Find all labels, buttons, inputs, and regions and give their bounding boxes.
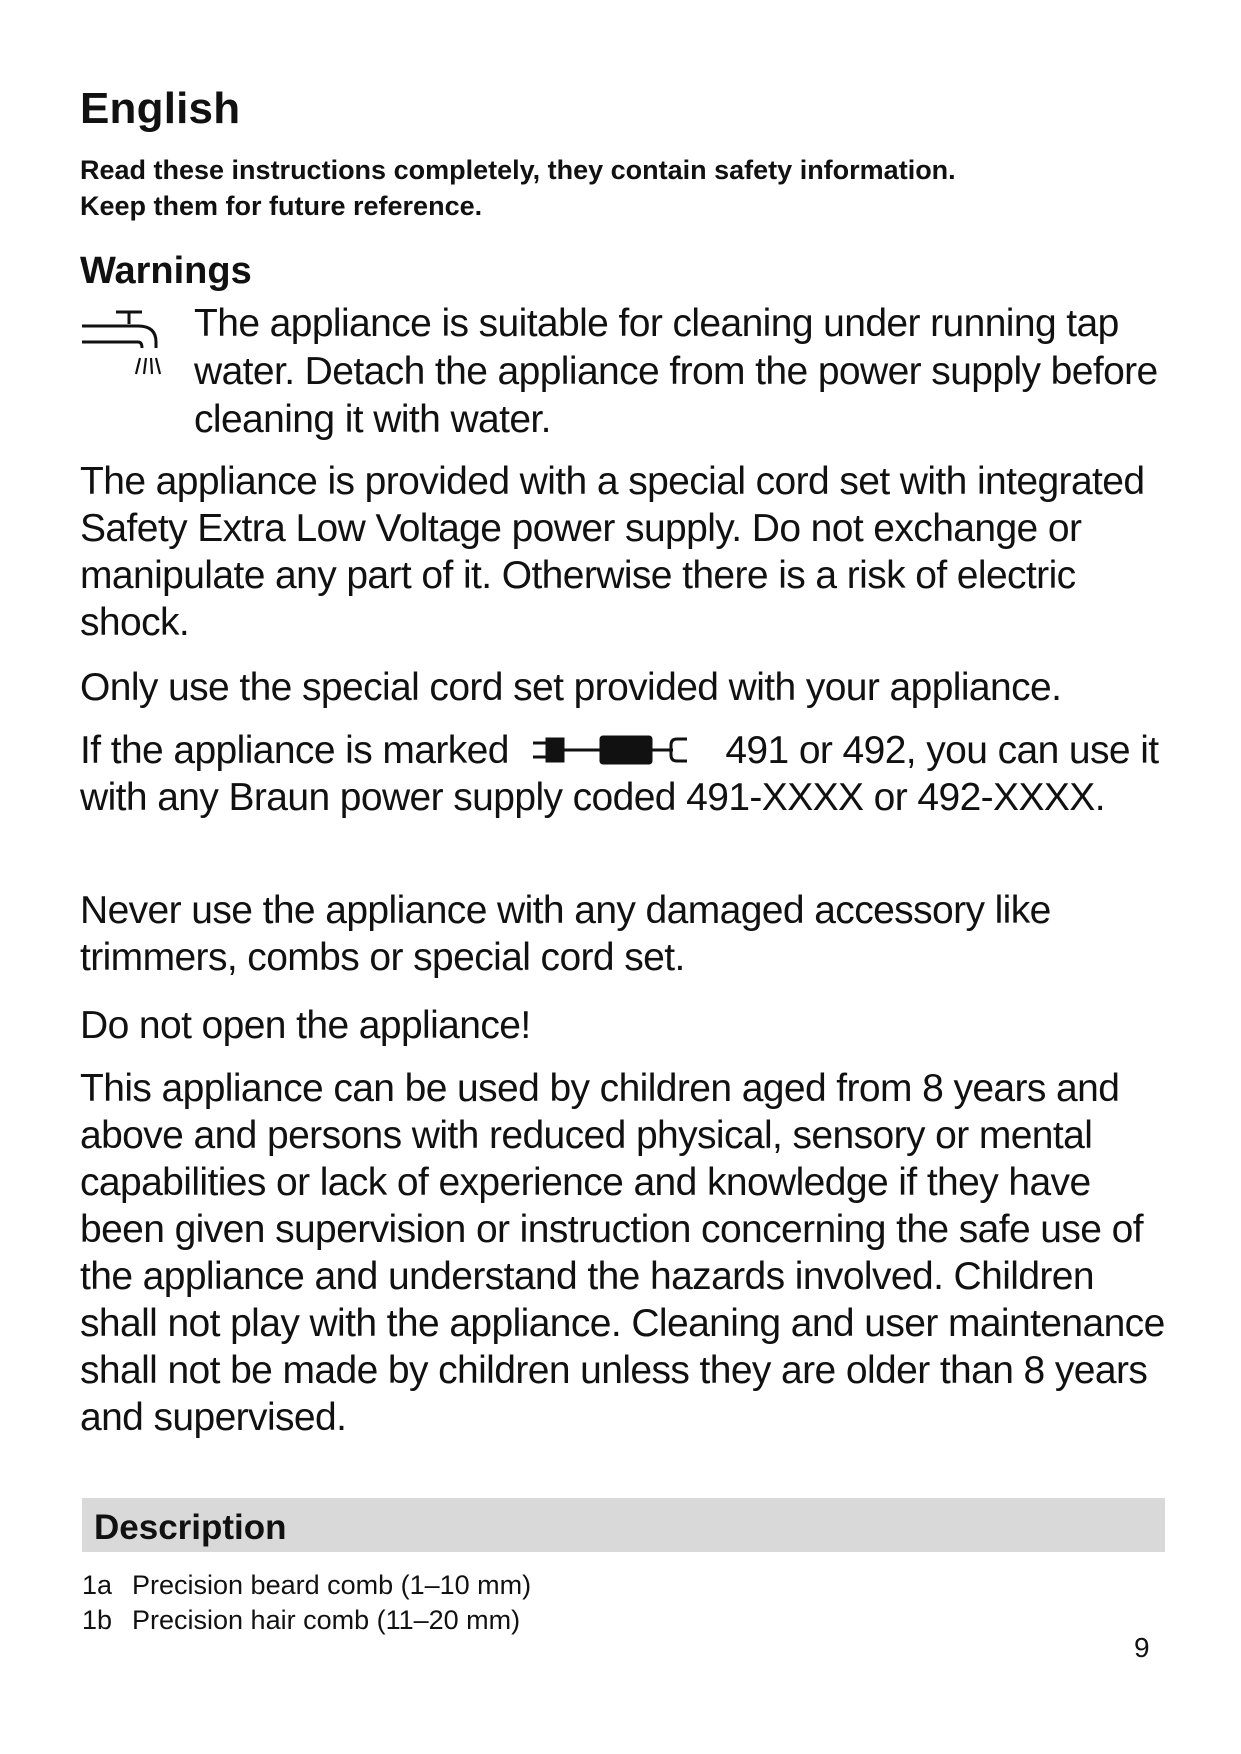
do-not-open-warning: Do not open the appliance! <box>80 1004 531 1047</box>
description-title: Description <box>94 1508 287 1547</box>
cord-set-only-warning: Only use the special cord set provided with your appliance. <box>80 666 1062 709</box>
page-number: 9 <box>1134 1632 1150 1663</box>
damaged-accessory-warning: Never use the appliance with any damaged accessory like trimmers, combs or special cord set. <box>80 889 1051 979</box>
warnings-title: Warnings <box>80 250 252 292</box>
item-text: Precision beard comb (1–10 mm) <box>132 1570 532 1600</box>
intro-line-2: Keep them for future reference. <box>80 191 483 221</box>
running-tap-water-icon <box>80 306 168 382</box>
marking-text-before: If the appliance is marked <box>80 729 509 772</box>
cord-set-plug-icon <box>519 733 715 767</box>
list-item <box>82 1603 531 1638</box>
power-supply-marking-warning <box>80 727 1175 821</box>
item-code: 1b <box>82 1605 113 1635</box>
list-item <box>82 1568 531 1603</box>
intro-notice <box>80 152 1165 224</box>
cord-set-warning: The appliance is provided with a special cord set with integrated Safety Extra Low Voltage power supply. Do not exchange or manipulate any part of it. Otherwise there is a risk of electric shock. <box>80 460 1145 644</box>
intro-line-1: Read these instructions completely, they contain safety information. <box>80 155 956 185</box>
tap-water-warning: The appliance is suitable for cleaning under running tap water. Detach the appliance from the power supply before cleaning it with water. <box>194 302 1158 441</box>
description-list <box>82 1568 531 1638</box>
item-text: Precision hair comb (11–20 mm) <box>132 1605 521 1635</box>
children-warning: This appliance can be used by children aged from 8 years and above and persons with reduced physical, sensory or mental capabilities or lack of experience and knowledge if they have been given supervision or instruction concerning the safe use of the appliance and understand the hazards involved. Children shall not play with the appliance. Cleaning and user maintenance shall not be made by children unless they are older than 8 years and supervised. <box>80 1067 1165 1439</box>
description-header <box>82 1498 1165 1552</box>
marking-text-after: 491 or 492, you can use it with any Braun power supply coded 491-XXXX or 492-XXXX. <box>80 729 1159 819</box>
language-title: English <box>80 84 241 133</box>
item-code: 1a <box>82 1570 113 1600</box>
